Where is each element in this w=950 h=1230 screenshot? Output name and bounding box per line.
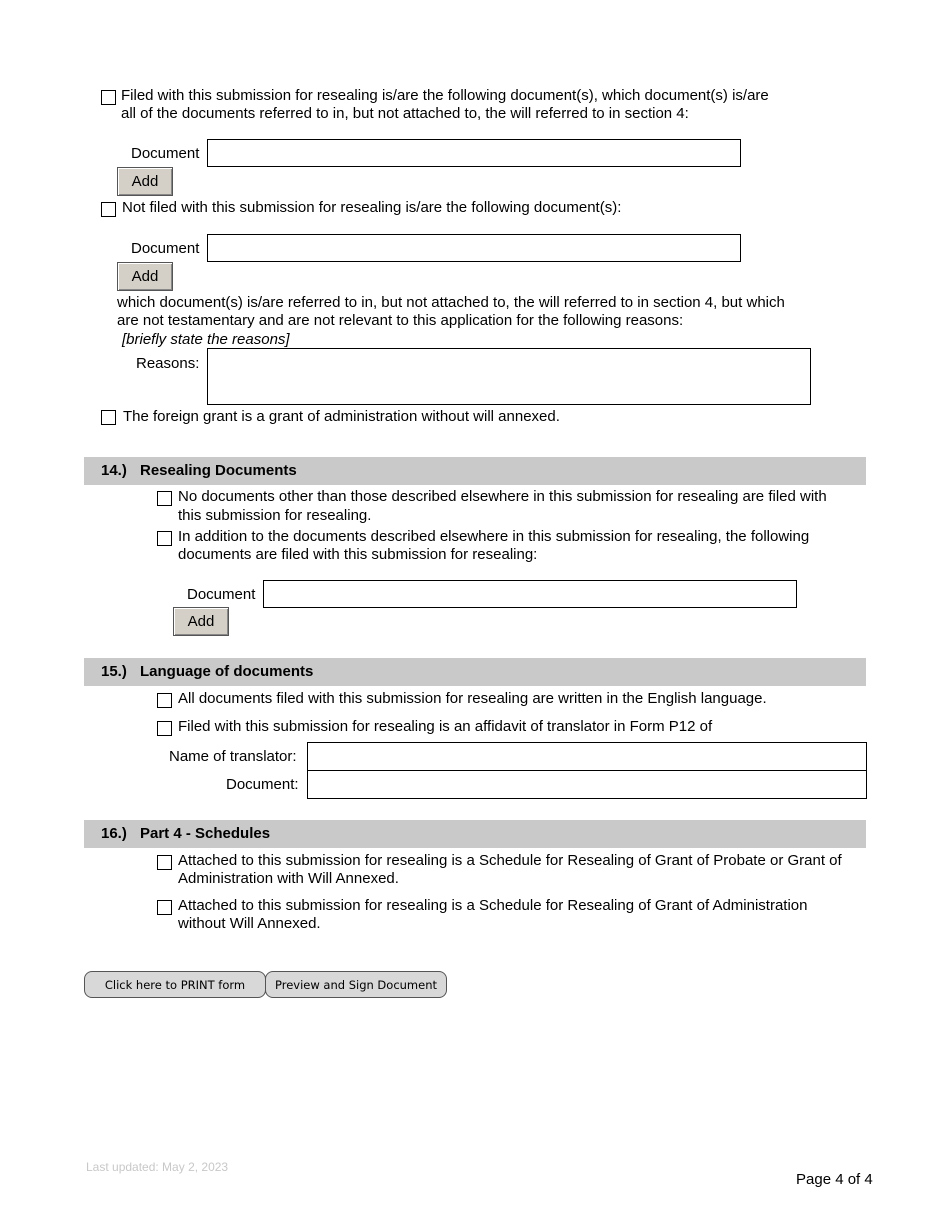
translator-name-input[interactable] — [307, 742, 867, 771]
section-15-title: Language of documents — [140, 663, 314, 680]
no-other-documents-line1: No documents other than those described elsewhere in this submission for resealing are filed with — [178, 488, 827, 505]
translator-affidavit-text: Filed with this submission for resealing is an affidavit of translator in Form P12 of — [178, 718, 713, 735]
schedule-without-will-line1: Attached to this submission for resealing is a Schedule for Resealing of Grant of Administration — [178, 897, 808, 914]
translated-document-label: Document: — [226, 776, 299, 793]
schedule-with-will-line2: Administration with Will Annexed. — [178, 870, 399, 887]
additional-document-label: Document — [187, 586, 256, 603]
translator-name-label: Name of translator: — [169, 748, 297, 765]
schedule-without-will-checkbox[interactable] — [157, 900, 172, 915]
reasons-hint: [briefly state the reasons] — [122, 331, 290, 348]
not-filed-text: Not filed with this submission for resealing is/are the following document(s): — [122, 199, 622, 216]
section-16-title: Part 4 - Schedules — [140, 825, 271, 842]
additional-document-add-button[interactable]: Add — [173, 607, 229, 636]
additional-documents-line2: documents are filed with this submission for resealing: — [178, 546, 538, 563]
english-language-text: All documents filed with this submission for resealing are written in the English language. — [178, 690, 767, 707]
print-form-button[interactable]: Click here to PRINT form — [84, 971, 266, 998]
filed-documents-text-line1: Filed with this submission for resealing is/are the following document(s), which document(s) is/are — [121, 87, 769, 104]
not-filed-document-add-button[interactable]: Add — [117, 262, 173, 291]
not-filed-paragraph-line1: which document(s) is/are referred to in, but not attached to, the will referred to in section 4, but which — [117, 294, 785, 311]
section-16-header — [84, 820, 866, 848]
foreign-grant-text: The foreign grant is a grant of administration without will annexed. — [123, 408, 560, 425]
schedule-without-will-line2: without Will Annexed. — [178, 915, 321, 932]
not-filed-document-label: Document — [131, 240, 200, 257]
section-15-header — [84, 658, 866, 686]
not-filed-paragraph-line2: are not testamentary and are not relevant to this application for the following reasons: — [117, 312, 684, 329]
english-language-checkbox[interactable] — [157, 693, 172, 708]
preview-sign-button[interactable]: Preview and Sign Document — [265, 971, 447, 998]
translator-affidavit-checkbox[interactable] — [157, 721, 172, 736]
filed-documents-checkbox[interactable] — [101, 90, 116, 105]
section-15-number: 15.) — [101, 663, 127, 680]
filed-document-add-button[interactable]: Add — [117, 167, 173, 196]
last-updated-text: Last updated: May 2, 2023 — [86, 1160, 229, 1174]
translated-document-input[interactable] — [307, 770, 867, 799]
section-14-title: Resealing Documents — [140, 462, 297, 479]
reasons-label: Reasons: — [136, 355, 200, 372]
section-16-number: 16.) — [101, 825, 127, 842]
page-number: Page 4 of 4 — [796, 1171, 873, 1188]
schedule-with-will-checkbox[interactable] — [157, 855, 172, 870]
filed-document-input[interactable] — [207, 139, 741, 167]
additional-documents-line1: In addition to the documents described elsewhere in this submission for resealing, the following — [178, 528, 810, 545]
no-other-documents-line2: this submission for resealing. — [178, 507, 372, 524]
not-filed-checkbox[interactable] — [101, 202, 116, 217]
foreign-grant-checkbox[interactable] — [101, 410, 116, 425]
not-filed-document-input[interactable] — [207, 234, 741, 262]
section-14-header — [84, 457, 866, 485]
section-14-number: 14.) — [101, 462, 127, 479]
reasons-textarea[interactable] — [207, 348, 811, 405]
schedule-with-will-line1: Attached to this submission for resealing is a Schedule for Resealing of Grant of Probate or Grant of — [178, 852, 842, 869]
no-other-documents-checkbox[interactable] — [157, 491, 172, 506]
additional-document-input[interactable] — [263, 580, 797, 608]
filed-document-label: Document — [131, 145, 200, 162]
additional-documents-checkbox[interactable] — [157, 531, 172, 546]
filed-documents-text-line2: all of the documents referred to in, but not attached to, the will referred to in section 4: — [121, 105, 689, 122]
